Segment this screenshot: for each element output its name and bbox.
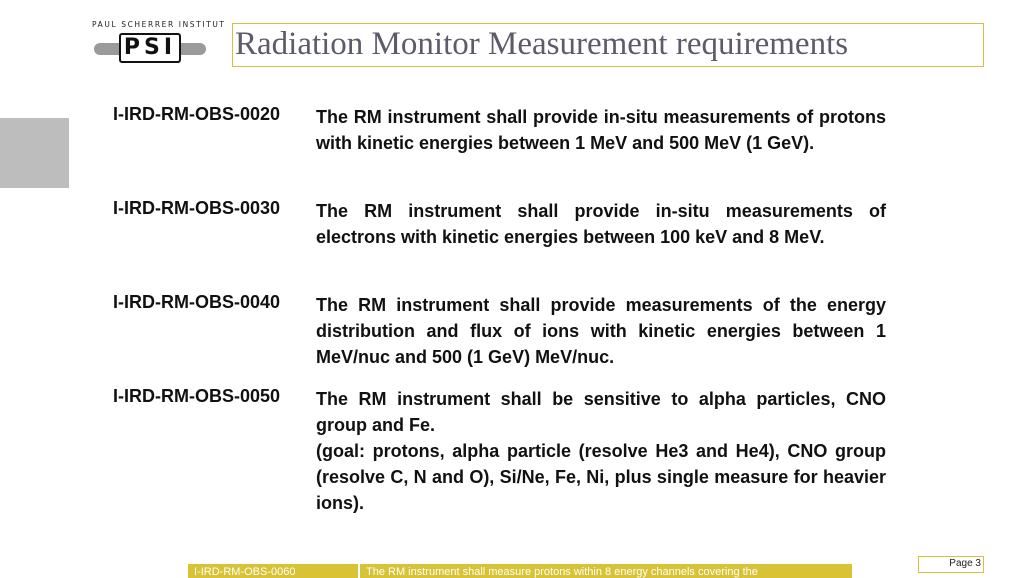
requirement-id: I-IRD-RM-OBS-0060 [194, 566, 296, 578]
requirement-text: The RM instrument shall measure protons within 8 energy channels covering the [366, 566, 758, 578]
page-number-box [918, 556, 984, 573]
psi-logo [92, 20, 226, 68]
requirement-text-goal: (goal: protons, alpha particle (resolve He3 and He4), CNO group (resolve C, N and O), Si/Ne, Fe, Ni, plus single measure for heavier ions). [316, 441, 886, 513]
page-title: Radiation Monitor Measurement requirements [235, 26, 849, 62]
requirement-text-main: The RM instrument shall be sensitive to alpha particles, CNO group and Fe. [316, 389, 886, 435]
requirement-id: I-IRD-RM-OBS-0030 [113, 198, 281, 218]
requirement-text: The RM instrument shall provide in-situ measurements of electrons with kinetic energies between 100 keV and 8 MeV. [316, 201, 886, 247]
logo-mark: PSI [119, 33, 181, 63]
requirement-id: I-IRD-RM-OBS-0040 [113, 292, 281, 312]
requirement-text: The RM instrument shall provide in-situ measurements of protons with kinetic energies between 1 MeV and 500 MeV (1 GeV). [316, 107, 886, 153]
page-number: Page 3 [949, 558, 981, 569]
requirement-id: I-IRD-RM-OBS-0050 [113, 386, 281, 406]
title-frame [232, 23, 984, 67]
requirement-text [316, 386, 886, 516]
requirement-text: The RM instrument shall provide measurements of the energy distribution and flux of ions with kinetic energies between 1 MeV/nuc and 500 (1 GeV) MeV/nuc. [316, 295, 886, 367]
requirement-id: I-IRD-RM-OBS-0020 [113, 104, 281, 124]
side-decoration [0, 118, 69, 188]
institute-name: PAUL SCHERRER INSTITUT [92, 20, 226, 29]
